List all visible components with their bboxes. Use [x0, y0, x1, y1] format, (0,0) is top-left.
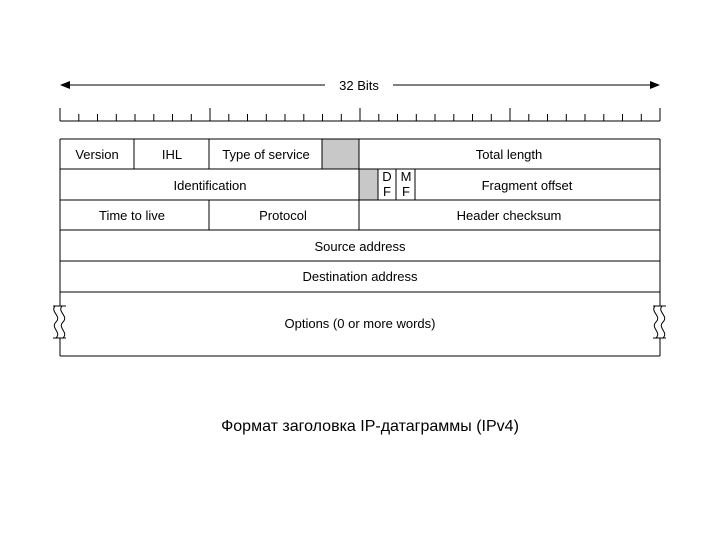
- break-mark-left: [53, 306, 66, 338]
- flag-df-top: D: [382, 169, 392, 184]
- field-type-of-service: Type of service: [222, 147, 310, 162]
- unused-bits-tos: [322, 139, 359, 169]
- field-source-address: Source address: [314, 239, 406, 254]
- bits-arrow-head-right: [650, 81, 660, 89]
- field-protocol: Protocol: [259, 208, 307, 223]
- flag-mf-top: M: [400, 169, 412, 184]
- field-destination-address: Destination address: [302, 269, 418, 284]
- field-identification: Identification: [173, 178, 247, 193]
- diagram-caption: Формат заголовка IP-датаграммы (IPv4): [221, 418, 519, 435]
- field-labels: [75, 147, 572, 331]
- reserved-flag-bit: [359, 169, 378, 200]
- break-mark-right: [653, 306, 666, 338]
- field-options: Options (0 or more words): [284, 316, 436, 331]
- ruler-ticks: [60, 108, 660, 121]
- bits-label: 32 Bits: [339, 78, 379, 93]
- flag-df-bottom: F: [383, 184, 391, 199]
- field-version: Version: [75, 147, 119, 162]
- field-ihl: IHL: [161, 147, 183, 162]
- field-total-length: Total length: [475, 147, 543, 162]
- field-time-to-live: Time to live: [99, 208, 165, 223]
- bits-arrow-head-left: [60, 81, 70, 89]
- field-fragment-offset: Fragment offset: [481, 178, 573, 193]
- bits-width-arrow: [60, 78, 660, 93]
- bit-ruler: [60, 108, 660, 121]
- field-header-checksum: Header checksum: [456, 208, 562, 223]
- flag-mf-bottom: F: [402, 184, 410, 199]
